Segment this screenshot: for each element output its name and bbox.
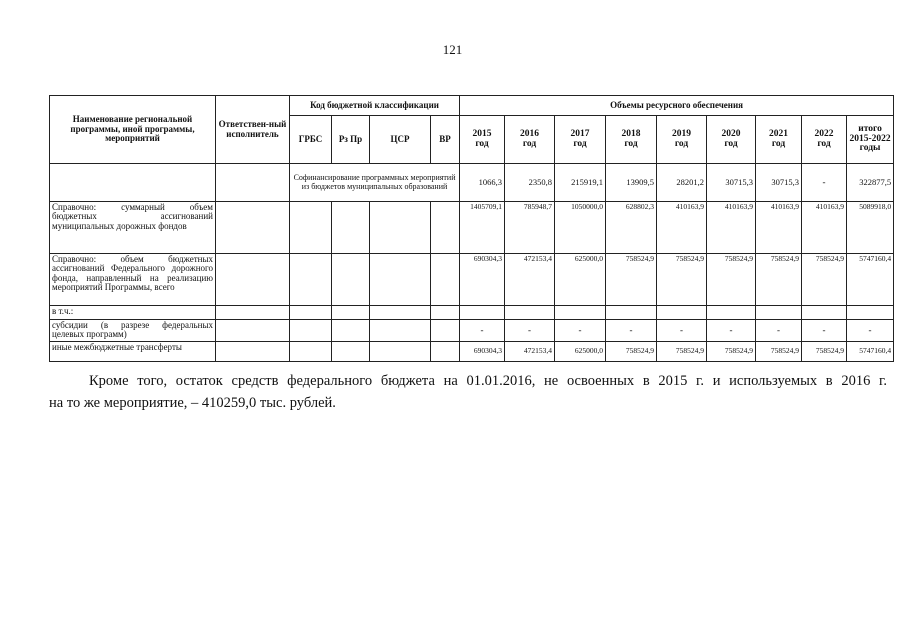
header-grbs: ГРБС — [290, 116, 332, 164]
table-row — [50, 202, 894, 254]
header-volumes: Объемы ресурсного обеспечения — [460, 96, 894, 116]
page-number: 121 — [442, 42, 463, 57]
table-row — [50, 254, 894, 306]
row-label: субсидии (в разрезе федеральных целевых программ) — [50, 320, 216, 342]
header-year: 2022 год — [802, 116, 847, 164]
table-cell: 410163,9 — [802, 202, 847, 254]
paragraph-line: Кроме того, остаток средств федерального бюджета на 01.01.2016, не освоенных в 2015 г. и используемых в 2016 г. — [89, 373, 887, 389]
header-rzpr: Рз Пр — [332, 116, 370, 164]
table-cell: 690304,3 — [460, 254, 505, 306]
table-cell: - — [802, 320, 847, 342]
row-label: иные межбюджетные трансферты — [50, 341, 216, 361]
table-row — [50, 341, 894, 361]
table-cell: 758524,9 — [707, 254, 756, 306]
header-year: 2015 год — [460, 116, 505, 164]
resource-table — [49, 95, 894, 362]
table-cell: 28201,2 — [657, 164, 707, 202]
table-cell: 785948,7 — [505, 202, 555, 254]
table-cell: 1066,3 — [460, 164, 505, 202]
table-cell: - — [555, 320, 606, 342]
paragraph-line: на то же мероприятие, – 410259,0 тыс. рублей. — [49, 395, 336, 411]
table-row — [50, 164, 894, 202]
table-cell: 2350,8 — [505, 164, 555, 202]
table-cell: 758524,9 — [657, 254, 707, 306]
header-year: 2018 год — [606, 116, 657, 164]
table-cell: - — [756, 320, 802, 342]
table-cell: 13909,5 — [606, 164, 657, 202]
header-responsible: Ответствен-ный исполнитель — [216, 96, 290, 164]
table-cell: - — [707, 320, 756, 342]
table-cell: 625000,0 — [555, 341, 606, 361]
table-cell: 758524,9 — [756, 341, 802, 361]
row-label: Справочно: суммарный объем бюджетных ассигнований муниципальных дорожных фондов — [50, 202, 216, 254]
body-paragraph — [49, 370, 887, 414]
header-year: 2016 год — [505, 116, 555, 164]
table-cell: - — [460, 320, 505, 342]
row-label: в т.ч.: — [50, 306, 216, 320]
header-name: Наименование региональной программы, иной программы, мероприятий — [50, 96, 216, 164]
table-cell: 628802,3 — [606, 202, 657, 254]
header-csr: ЦСР — [370, 116, 431, 164]
table-cell: 758524,9 — [606, 341, 657, 361]
header-year: 2020 год — [707, 116, 756, 164]
table-cell: 215919,1 — [555, 164, 606, 202]
header-total: итого 2015-2022 годы — [847, 116, 894, 164]
table-cell: 1405709,1 — [460, 202, 505, 254]
table-cell: 625000,0 — [555, 254, 606, 306]
table-cell: 30715,3 — [707, 164, 756, 202]
table-cell: - — [657, 320, 707, 342]
table-cell: 758524,9 — [657, 341, 707, 361]
table-cell: 410163,9 — [707, 202, 756, 254]
header-budget-code: Код бюджетной классификации — [290, 96, 460, 116]
table-cell: 30715,3 — [756, 164, 802, 202]
table-cell: 758524,9 — [606, 254, 657, 306]
table-cell: - — [606, 320, 657, 342]
table-cell: 758524,9 — [802, 341, 847, 361]
table-cell: 472153,4 — [505, 341, 555, 361]
header-year: 2021 год — [756, 116, 802, 164]
table-row — [50, 320, 894, 342]
table-cell: - — [847, 320, 894, 342]
table-cell: 758524,9 — [707, 341, 756, 361]
table-cell: 410163,9 — [756, 202, 802, 254]
table-cell: 410163,9 — [657, 202, 707, 254]
table-cell: 5747160,4 — [847, 254, 894, 306]
table-cell: 472153,4 — [505, 254, 555, 306]
table-cell: 690304,3 — [460, 341, 505, 361]
table-cell: 5747160,4 — [847, 341, 894, 361]
table-cell: 5089918,0 — [847, 202, 894, 254]
cofinancing-label: Софинансирование программных мероприятий из бюджетов муниципальных образований — [290, 164, 460, 202]
table-cell: - — [802, 164, 847, 202]
table-cell: 758524,9 — [756, 254, 802, 306]
table-cell: - — [505, 320, 555, 342]
table-cell: 758524,9 — [802, 254, 847, 306]
row-label: Справочно: объем бюджетных ассигнований Федерального дорожного фонда, направленный на реализацию мероприятий Программы, всего — [50, 254, 216, 306]
header-vr: ВР — [431, 116, 460, 164]
header-year: 2019 год — [657, 116, 707, 164]
header-year: 2017 год — [555, 116, 606, 164]
table-cell: 322877,5 — [847, 164, 894, 202]
table-row — [50, 306, 894, 320]
table-cell: 1050000,0 — [555, 202, 606, 254]
